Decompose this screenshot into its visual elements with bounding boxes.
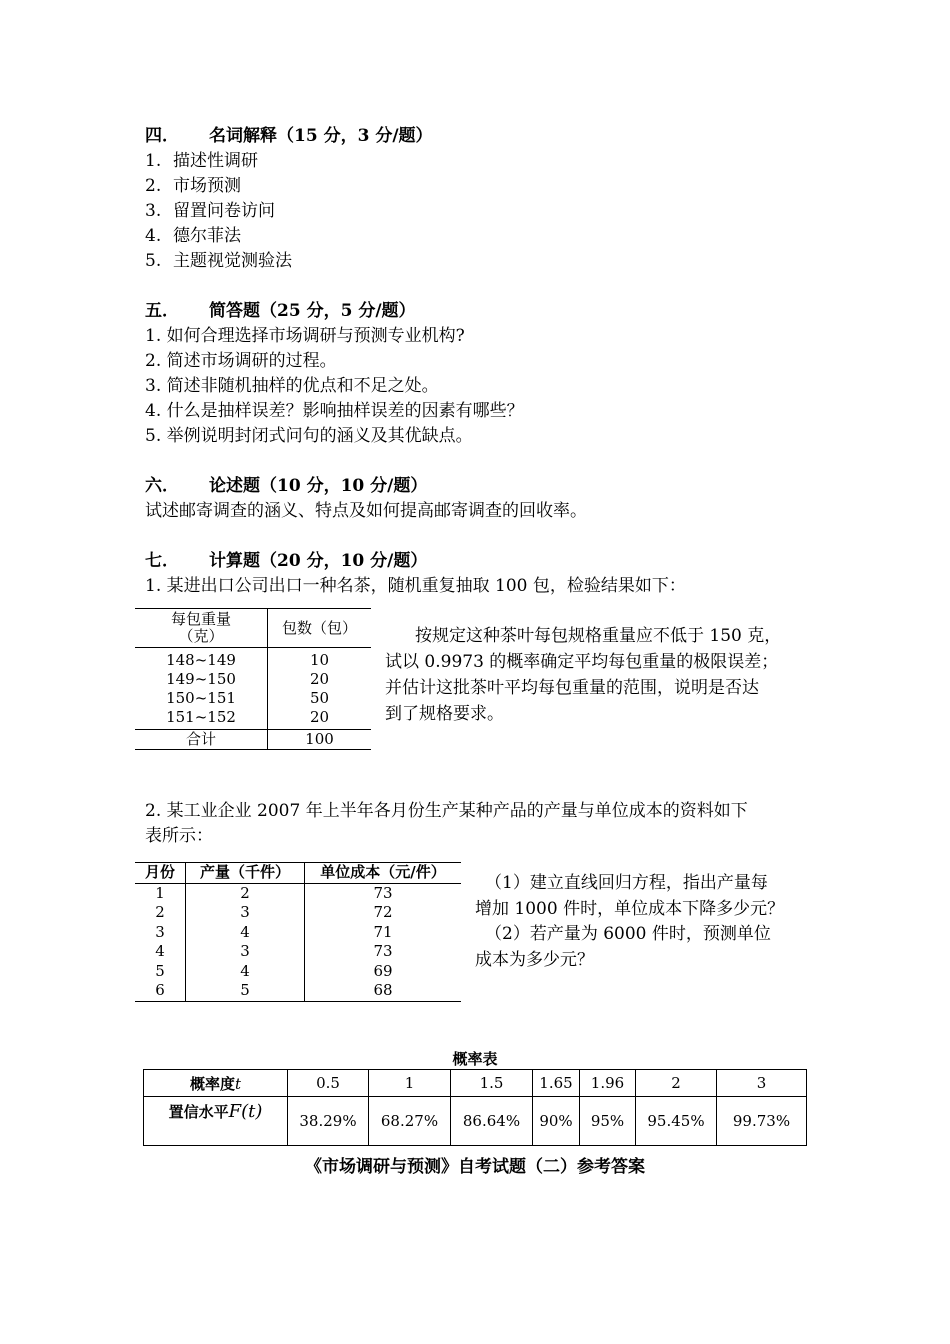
list-item: 3. 留置问卷访问: [145, 201, 275, 221]
section5-number: 五．: [145, 301, 179, 321]
section5-heading: [145, 299, 416, 324]
list-item: 4. 什么是抽样误差？影响抽样误差的因素有哪些？: [145, 401, 524, 421]
question2-intro-line1: 2. 某工业企业 2007 年上半年各月份生产某种产品的产量与单位成本的资料如下: [145, 801, 748, 821]
weight-column-header: 每包重量 （克）: [135, 609, 268, 648]
section4-heading: [145, 124, 433, 149]
table-row: 1 2 73: [135, 883, 461, 903]
list-item: 3. 简述非随机抽样的优点和不足之处。: [145, 376, 439, 396]
section7-title: 计算题（20 分，10 分/题）: [209, 551, 428, 571]
list-item: 5. 举例说明封闭式问句的涵义及其优缺点。: [145, 426, 473, 446]
section6-title: 论述题（10 分，10 分/题）: [209, 476, 428, 496]
table-row: 150~151 50: [135, 689, 371, 708]
section7-number: 七．: [145, 551, 179, 571]
table-row: 3 4 71: [135, 923, 461, 943]
section6-text: 试述邮寄调查的涵义、特点及如何提高邮寄调查的回收率。: [145, 501, 587, 521]
confidence-row-label: 置信水平F(t): [144, 1097, 288, 1146]
probability-table: [143, 1069, 807, 1146]
list-item: 5. 主题视觉测验法: [145, 251, 292, 271]
table-header-row: [135, 609, 371, 648]
section7-heading: [145, 549, 427, 574]
probability-row-label: 概率度t: [144, 1070, 288, 1097]
table-row: 置信水平F(t) 38.29% 68.27% 86.64% 90% 95% 95.45% 99.73%: [144, 1097, 807, 1146]
table-row: 149~150 20: [135, 670, 371, 689]
list-item: 1. 描述性调研: [145, 151, 258, 171]
list-item: 4. 德尔菲法: [145, 226, 241, 246]
section6-heading: [145, 474, 427, 499]
section5-title: 简答题（25 分，5 分/题）: [209, 301, 416, 321]
question1-requirements: 按规定这种茶叶每包规格重量应不低于 150 克， 试以 0.9973 的概率确定平均每包重量的极限误差； 并估计这批茶叶平均每包重量的范围，说明是否达 到了规格要求。: [385, 626, 782, 724]
section4-number: 四．: [145, 126, 179, 146]
list-item: 2. 市场预测: [145, 176, 241, 196]
table-row: 2 3 72: [135, 903, 461, 923]
table-row: 5 4 69: [135, 962, 461, 982]
table-header-row: 月份 产量（千件） 单位成本（元/件）: [135, 863, 461, 884]
table-row: 151~152 20: [135, 708, 371, 730]
table-row: 148~149 10: [135, 648, 371, 671]
section6-number: 六．: [145, 476, 179, 496]
table-row: 6 5 68: [135, 981, 461, 1001]
count-column-header: 包数（包）: [268, 609, 372, 648]
table-row: 4 3 73: [135, 942, 461, 962]
question2-intro-line2: 表所示：: [145, 826, 213, 846]
list-item: 2. 简述市场调研的过程。: [145, 351, 337, 371]
production-cost-table: [135, 862, 461, 1002]
section4-title: 名词解释（15 分，3 分/题）: [209, 126, 433, 146]
list-item: 1. 如何合理选择市场调研与预测专业机构?: [145, 326, 465, 346]
question1-intro: 1. 某进出口公司出口一种名茶，随机重复抽取 100 包，检验结果如下：: [145, 576, 686, 596]
question2-tasks: （1）建立直线回归方程，指出产量每 增加 1000 件时，单位成本下降多少元？ （2）若产量为 6000 件时，预测单位 成本为多少元？: [475, 873, 785, 970]
table-total-row: 合计 100: [135, 730, 371, 750]
table-row: 概率度t 0.5 1 1.5 1.65 1.96 2 3: [144, 1070, 807, 1097]
tea-weight-table: [135, 608, 371, 750]
answer-key-title: 《市场调研与预测》自考试题（二）参考答案: [305, 1157, 645, 1177]
probability-table-caption: 概率表: [452, 1050, 498, 1068]
